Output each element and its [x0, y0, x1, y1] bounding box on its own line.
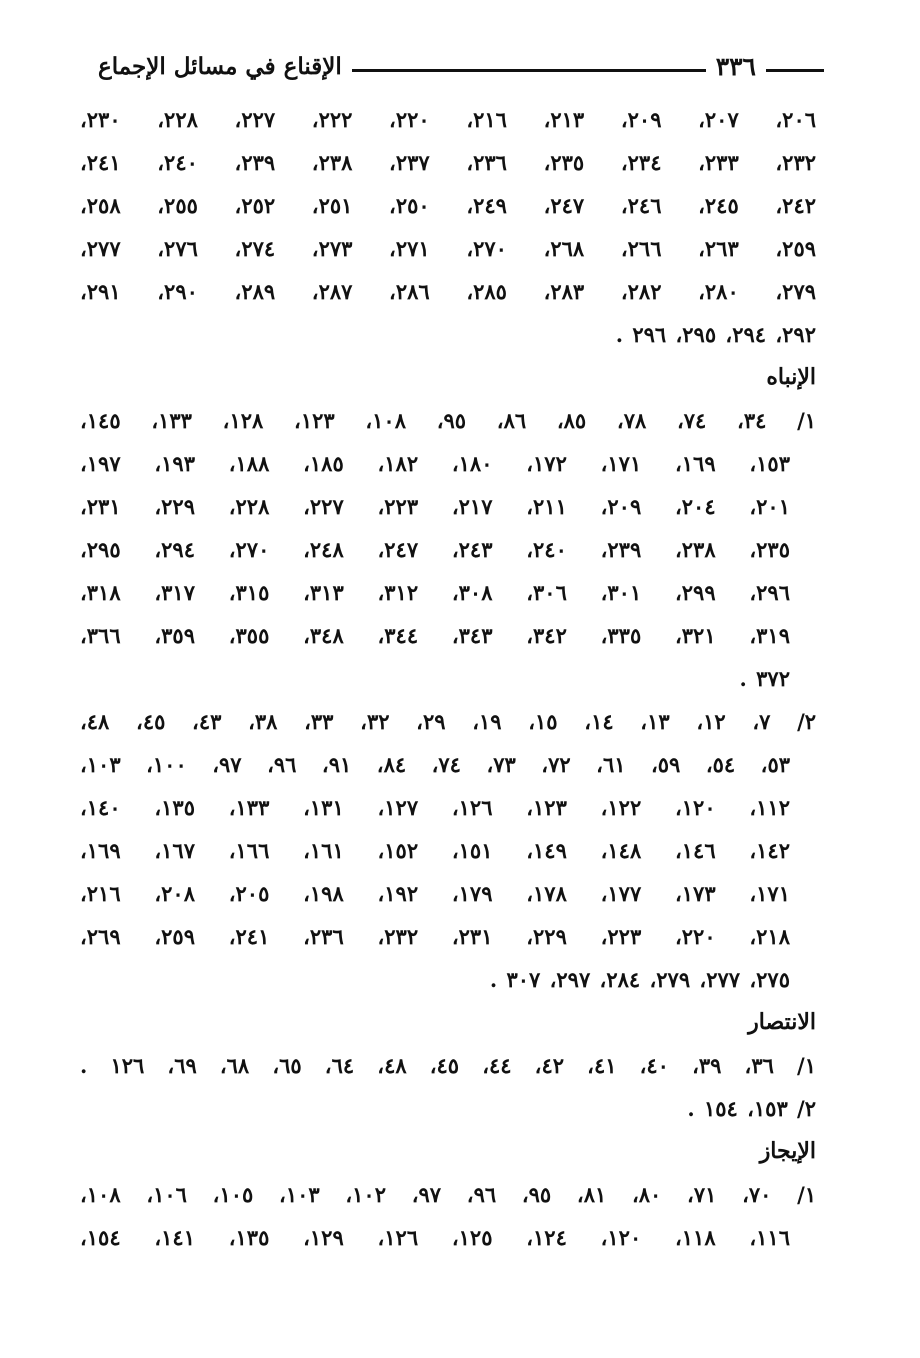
section-heading: الانتصار	[748, 1009, 816, 1035]
index-line: ١/ ٧٠، ٧١، ٨٠، ٨١، ٩٥، ٩٦، ٩٧، ١٠٢، ١٠٣، ١٠٥، ١٠٦، ١٠٨،	[80, 1182, 817, 1207]
book-title: الإقناع في مسائل الإجماع	[98, 52, 342, 80]
section-heading: الإنباه	[766, 364, 816, 390]
index-line: ٢/ ١٥٣، ١٥٤ .	[687, 1096, 816, 1121]
index-body	[80, 98, 816, 1259]
page-number: ٣٣٦	[715, 51, 756, 81]
index-line: ٣١٩، ٣٢١، ٣٣٥، ٣٤٢، ٣٤٣، ٣٤٤، ٣٤٨، ٣٥٥، ٣٥٩، ٣٦٦،	[80, 623, 790, 648]
index-line: ١١٢، ١٢٠، ١٢٢، ١٢٣، ١٢٦، ١٢٧، ١٣١، ١٣٣، ١٣٥، ١٤٠،	[80, 795, 790, 820]
header-rule	[352, 69, 706, 72]
index-line: ٣٧٢ .	[739, 666, 790, 691]
index-line: ١١٦، ١١٨، ١٢٠، ١٢٤، ١٢٥، ١٢٦، ١٢٩، ١٣٥، ١٤١، ١٥٤،	[80, 1225, 790, 1250]
index-line: ١/ ٣٦، ٣٩، ٤٠، ٤١، ٤٢، ٤٤، ٤٥، ٤٨، ٦٤، ٦٥، ٦٨، ٦٩، ١٢٦ .	[80, 1053, 816, 1078]
index-line: ٢٣٢، ٢٣٣، ٢٣٤، ٢٣٥، ٢٣٦، ٢٣٧، ٢٣٨، ٢٣٩، ٢٤٠، ٢٤١،	[80, 150, 817, 175]
index-line: ٢١٨، ٢٢٠، ٢٢٣، ٢٢٩، ٢٣١، ٢٣٢، ٢٣٦، ٢٤١، ٢٥٩، ٢٦٩،	[80, 924, 790, 949]
index-line: ٢٩٢، ٢٩٤، ٢٩٥، ٢٩٦ .	[615, 322, 816, 347]
index-line: ٢٣٥، ٢٣٨، ٢٣٩، ٢٤٠، ٢٤٣، ٢٤٧، ٢٤٨، ٢٧٠، ٢٩٤، ٢٩٥،	[80, 537, 790, 562]
index-line: ٢٥٩، ٢٦٣، ٢٦٦، ٢٦٨، ٢٧٠، ٢٧١، ٢٧٣، ٢٧٤، ٢٧٦، ٢٧٧،	[80, 236, 817, 261]
index-line: ١٤٢، ١٤٦، ١٤٨، ١٤٩، ١٥١، ١٥٢، ١٦١، ١٦٦، ١٦٧، ١٦٩،	[80, 838, 790, 863]
index-line: ١/ ٣٤، ٧٤، ٧٨، ٨٥، ٨٦، ٩٥، ١٠٨، ١٢٣، ١٢٨، ١٣٣، ١٤٥،	[80, 408, 817, 433]
index-line: ٢٠٦، ٢٠٧، ٢٠٩، ٢١٣، ٢١٦، ٢٢٠، ٢٢٢، ٢٢٧، ٢٢٨، ٢٣٠،	[80, 107, 817, 132]
index-line: ٢/ ٧، ١٢، ١٣، ١٤، ١٥، ١٩، ٢٩، ٣٢، ٣٣، ٣٨، ٤٣، ٤٥، ٤٨،	[80, 709, 817, 734]
index-line: ٢٩٦، ٢٩٩، ٣٠١، ٣٠٦، ٣٠٨، ٣١٢، ٣١٣، ٣١٥، ٣١٧، ٣١٨،	[80, 580, 790, 605]
index-line: ١٥٣، ١٦٩، ١٧١، ١٧٢، ١٨٠، ١٨٢، ١٨٥، ١٨٨، ١٩٣، ١٩٧،	[80, 451, 790, 476]
index-line: ٢٧٥، ٢٧٧، ٢٧٩، ٢٨٤، ٢٩٧، ٣٠٧ .	[489, 967, 790, 992]
header-rule-short	[766, 69, 824, 72]
running-header	[88, 46, 824, 86]
section-heading: الإيجاز	[759, 1138, 816, 1164]
index-line: ٥٣، ٥٤، ٥٩، ٦١، ٧٢، ٧٣، ٧٤، ٨٤، ٩١، ٩٦، ٩٧، ١٠٠، ١٠٣،	[80, 752, 791, 777]
index-line: ١٧١، ١٧٣، ١٧٧، ١٧٨، ١٧٩، ١٩٢، ١٩٨، ٢٠٥، ٢٠٨، ٢١٦،	[80, 881, 790, 906]
index-line: ٢٠١، ٢٠٤، ٢٠٩، ٢١١، ٢١٧، ٢٢٣، ٢٢٧، ٢٢٨، ٢٢٩، ٢٣١،	[80, 494, 790, 519]
index-line: ٢٧٩، ٢٨٠، ٢٨٢، ٢٨٣، ٢٨٥، ٢٨٦، ٢٨٧، ٢٨٩، ٢٩٠، ٢٩١،	[80, 279, 817, 304]
index-line: ٢٤٢، ٢٤٥، ٢٤٦، ٢٤٧، ٢٤٩، ٢٥٠، ٢٥١، ٢٥٢، ٢٥٥، ٢٥٨،	[80, 193, 817, 218]
